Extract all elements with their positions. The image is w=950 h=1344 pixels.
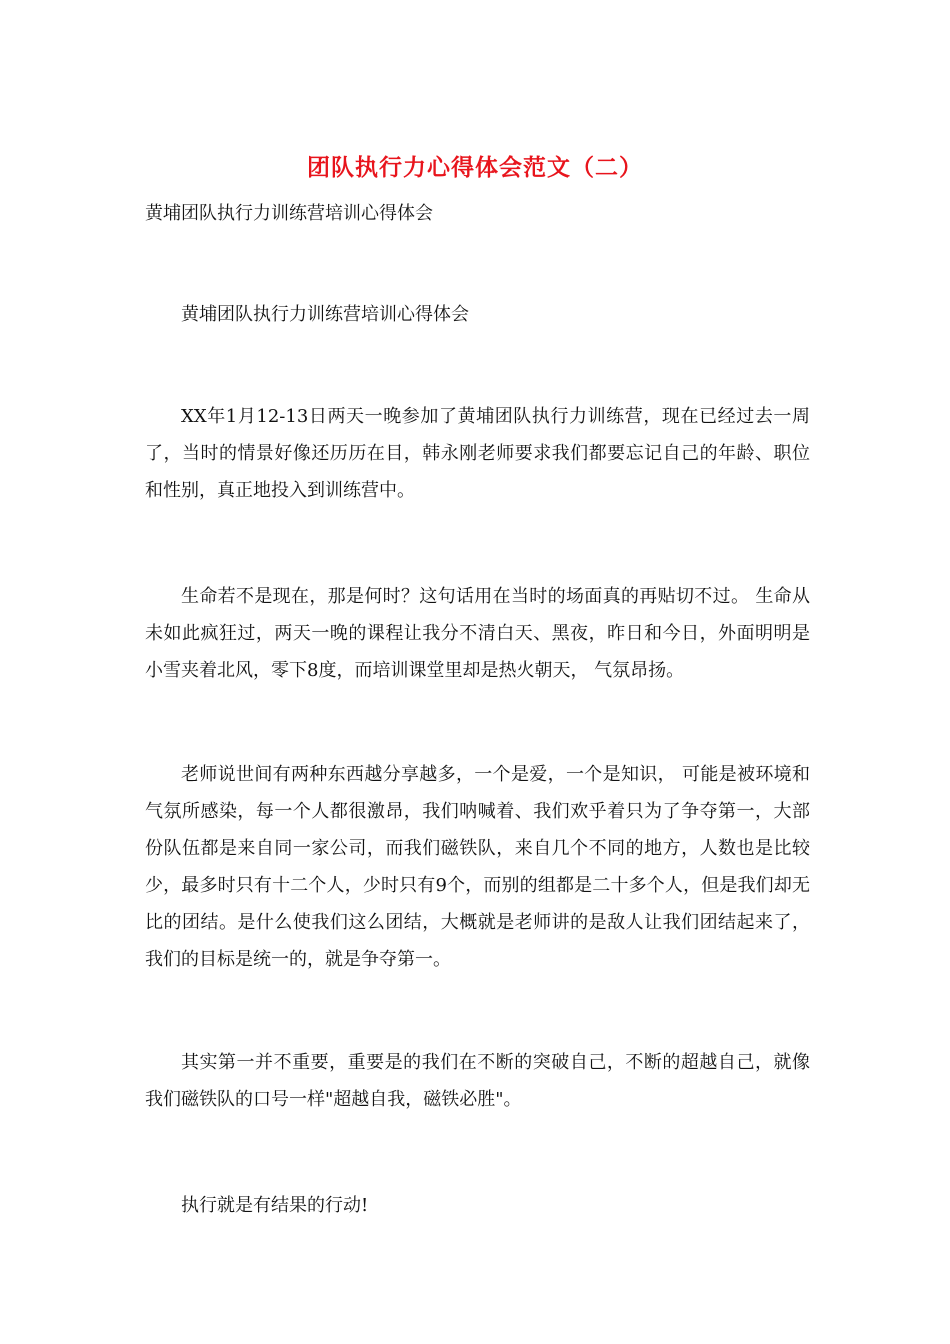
paragraph-5: 其实第一并不重要，重要是的我们在不断的突破自己，不断的超越自己，就像我们磁铁队的口号一样"超越自我，磁铁必胜"。	[145, 1052, 810, 1110]
paragraph-2: XX年1月12-13日两天一晚参加了黄埔团队执行力训练营，现在已经过去一周了，当时的情景好像还历历在目，韩永刚老师要求我们都要忘记自己的年龄、职位和性别，真正地投入到训练营中。	[145, 406, 810, 501]
paragraph-6: 执行就是有结果的行动!	[181, 1195, 369, 1216]
document-subtitle: 黄埔团队执行力训练营培训心得体会	[145, 203, 433, 224]
paragraph-1: 黄埔团队执行力训练营培训心得体会	[181, 304, 469, 325]
document-title: 团队执行力心得体会范文（二）	[307, 154, 643, 181]
paragraph-3: 生命若不是现在，那是何时？这句话用在当时的场面真的再贴切不过。 生命从未如此疯狂过，两天一晚的课程让我分不清白天、黑夜，昨日和今日，外面明明是小雪夹着北风，零下8度，而培训课堂里却是热火朝天， 气氛昂扬。	[145, 586, 810, 681]
paragraph-4: 老师说世间有两种东西越分享越多，一个是爱，一个是知识， 可能是被环境和气氛所感染，每一个人都很激昂，我们呐喊着、我们欢乎着只为了争夺第一，大部份队伍都是来自同一家公司，而我们磁铁队，来自几个不同的地方，人数也是比较少，最多时只有十二个人，少时只有9个，而别的组都是二十多个人，但是我们却无比的团结。是什么使我们这么团结，大概就是老师讲的是敌人让我们团结起来了，我们的目标是统一的，就是争夺第一。	[145, 764, 810, 970]
